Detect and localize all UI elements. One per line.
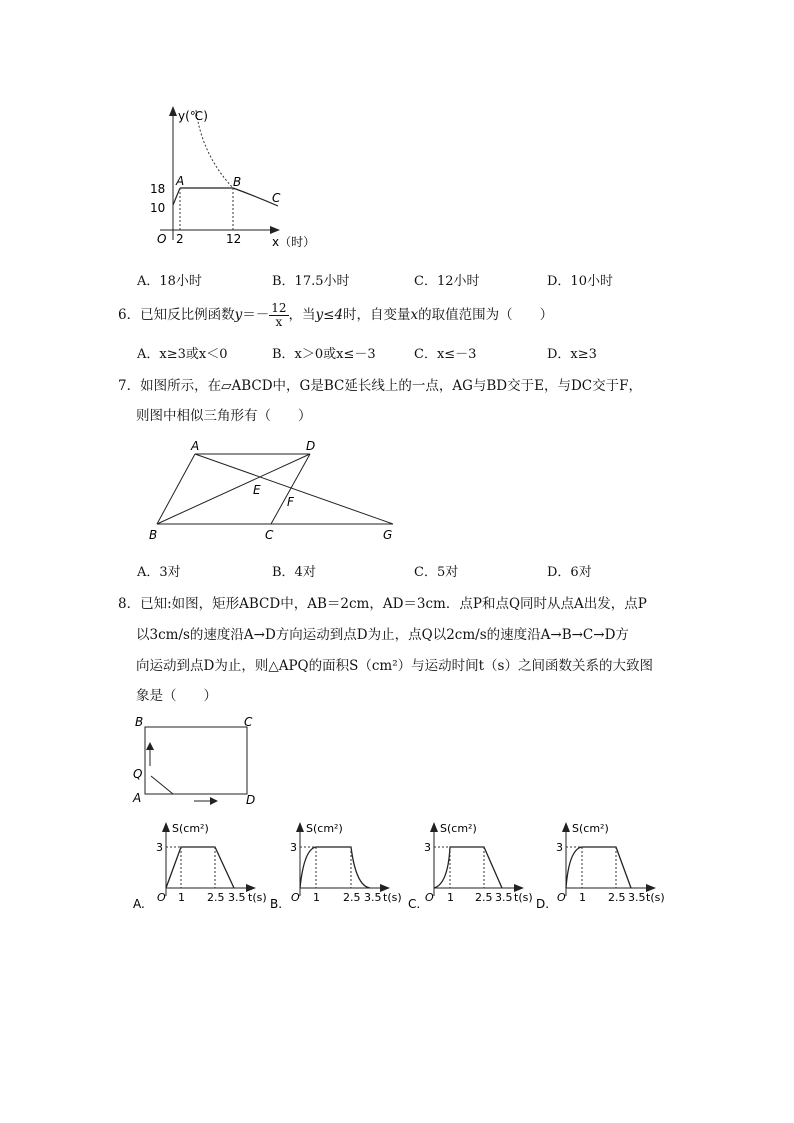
q8-line-1: 8．已知:如图，矩形ABCD中，AB＝2cm，AD＝3cm．点P和点Q同时从点A出发，点P	[118, 596, 647, 612]
q8b-letter: B.	[270, 897, 283, 911]
q7-line-ag	[195, 454, 393, 524]
q6-stem	[118, 302, 553, 329]
q8a-letter: A.	[133, 897, 145, 911]
q6-frac-den: x	[275, 315, 283, 329]
q8c-origin: O	[425, 891, 434, 904]
q8-label-d: D	[246, 793, 256, 807]
q5-x-arrow	[270, 226, 280, 234]
q7-line-2: 则图中相似三角形有（ ）	[136, 408, 312, 424]
q6-fraction	[269, 302, 288, 329]
q8c-xtick-35: 3.5	[495, 891, 513, 904]
q5-graph	[140, 100, 340, 260]
q8-label-q: Q	[133, 767, 143, 781]
q7-option-b[interactable]: B．4对	[272, 565, 316, 580]
q7-option-a[interactable]: A．3对	[137, 565, 181, 580]
q7-label-c: C	[265, 528, 274, 542]
q8d-xtick-1: 1	[579, 891, 586, 904]
q6-option-a[interactable]: A．x≥3或x＜0	[137, 347, 228, 362]
q8a-xtick-25: 2.5	[207, 891, 225, 904]
q8b-xtick-25: 2.5	[343, 891, 361, 904]
q8b-xlabel: t(s)	[383, 891, 402, 904]
q6-suffix-1: ，当	[288, 307, 316, 323]
q8a-curve	[166, 847, 234, 888]
q8c-curve	[434, 847, 502, 888]
q6-suffix-2: 时，自变量	[343, 307, 411, 323]
q8d-xtick-25: 2.5	[608, 891, 626, 904]
q8b-y-arrow	[296, 822, 304, 832]
q6-option-b[interactable]: B．x＞0或x≤－3	[272, 347, 376, 362]
q7-line-1: 7．如图所示，在▱ABCD中，G是BC延长线上的一点，AG与BD交于E，与DC交于F，	[118, 378, 642, 394]
q8a-xtick-1: 1	[178, 891, 185, 904]
q5-ytick-18: 18	[150, 182, 166, 196]
q8d-y-arrow	[562, 822, 570, 832]
q8d-letter: D.	[536, 897, 550, 911]
q5-origin: O	[157, 232, 167, 246]
q8b-xtick-35: 3.5	[364, 891, 382, 904]
q5-option-c[interactable]: C．12小时	[414, 274, 480, 289]
q5-y-label: y(℃)	[178, 109, 208, 123]
q6-suffix-3: 的取值范围为（ ）	[418, 307, 554, 323]
q8-graph-d[interactable]	[536, 818, 674, 918]
q8a-origin: O	[157, 891, 166, 904]
q6-prefix: 6．已知反比例函数	[118, 307, 235, 323]
q6-condition: y≤4	[315, 307, 344, 323]
q8c-xlabel: t(s)	[514, 891, 533, 904]
q5-x-label: x（时）	[272, 235, 316, 249]
q8b-ytick: 3	[290, 841, 297, 854]
q8-label-a: A	[133, 791, 142, 805]
q5-point-b: B	[233, 175, 242, 189]
q5-ytick-10: 10	[150, 201, 166, 215]
q7-side-ab	[157, 454, 195, 524]
q7-label-f: F	[287, 495, 294, 509]
q8c-ytick: 3	[424, 841, 431, 854]
q5-option-b[interactable]: B．17.5小时	[272, 274, 350, 289]
q6-option-c[interactable]: C．x≤－3	[414, 347, 477, 362]
q8a-xtick-35: 3.5	[228, 891, 246, 904]
q8-line-4: 象是（ ）	[136, 688, 217, 704]
q8a-ylabel: S(cm²)	[172, 822, 209, 835]
q8-graph-c[interactable]	[406, 818, 544, 918]
q8b-curve	[300, 847, 370, 888]
q8b-xtick-1: 1	[313, 891, 320, 904]
q6-option-d[interactable]: D．x≥3	[547, 347, 597, 362]
q8c-xtick-25: 2.5	[475, 891, 493, 904]
q8-label-b: B	[135, 715, 144, 729]
q8-right-arrow-head	[210, 797, 218, 805]
q8d-ytick: 3	[556, 841, 563, 854]
q8-segment-pq	[151, 776, 173, 794]
q8b-origin: O	[291, 891, 300, 904]
q5-xtick-12: 12	[226, 232, 242, 246]
q8-graph-a[interactable]	[130, 818, 268, 918]
q8-graph-b[interactable]	[268, 818, 406, 918]
q7-diag-bd	[157, 454, 310, 524]
q7-figure	[145, 438, 405, 546]
q5-point-c: C	[272, 191, 281, 205]
q8-rectangle-figure	[128, 712, 268, 808]
q8d-origin: O	[557, 891, 566, 904]
q5-option-a[interactable]: A．18小时	[137, 274, 202, 289]
q5-xtick-2: 2	[176, 232, 184, 246]
q8-label-c: C	[244, 715, 253, 729]
q8a-ytick: 3	[156, 841, 163, 854]
q5-option-d[interactable]: D．10小时	[547, 274, 613, 289]
q8d-xtick-35: 3.5	[628, 891, 646, 904]
q6-func-eq: ＝－	[242, 307, 270, 323]
q8a-y-arrow	[162, 822, 170, 832]
q7-option-d[interactable]: D．6对	[547, 565, 592, 580]
q8a-xlabel: t(s)	[248, 891, 267, 904]
q5-rise-segment	[173, 188, 180, 205]
q8d-xlabel: t(s)	[646, 891, 665, 904]
q8b-ylabel: S(cm²)	[306, 822, 343, 835]
q7-label-d: D	[306, 439, 316, 453]
q7-label-g: G	[383, 528, 393, 542]
q7-label-e: E	[253, 483, 261, 497]
q8-line-2: 以3cm/s的速度沿A→D方向运动到点D为止，点Q以2cm/s的速度沿A→B→C→D方	[136, 627, 629, 643]
q8c-letter: C.	[408, 897, 421, 911]
q8c-y-arrow	[430, 822, 438, 832]
q6-frac-num: 12	[271, 301, 287, 315]
q7-option-c[interactable]: C．5对	[414, 565, 459, 580]
q8-up-arrow-head	[146, 742, 154, 750]
q8c-ylabel: S(cm²)	[440, 822, 477, 835]
q7-label-b: B	[149, 528, 158, 542]
q5-point-a: A	[176, 174, 185, 188]
q5-y-arrow	[169, 106, 177, 116]
q8d-curve	[566, 847, 631, 888]
q8d-ylabel: S(cm²)	[572, 822, 609, 835]
q7-label-a: A	[191, 439, 200, 453]
q6-variable: x	[410, 307, 419, 323]
q7-side-dc	[271, 454, 310, 524]
q8-line-3: 向运动到点D为止，则△APQ的面积S（cm²）与运动时间t（s）之间函数关系的大致图	[136, 658, 653, 674]
q6-func-y: y	[234, 307, 243, 323]
q8c-xtick-1: 1	[447, 891, 454, 904]
